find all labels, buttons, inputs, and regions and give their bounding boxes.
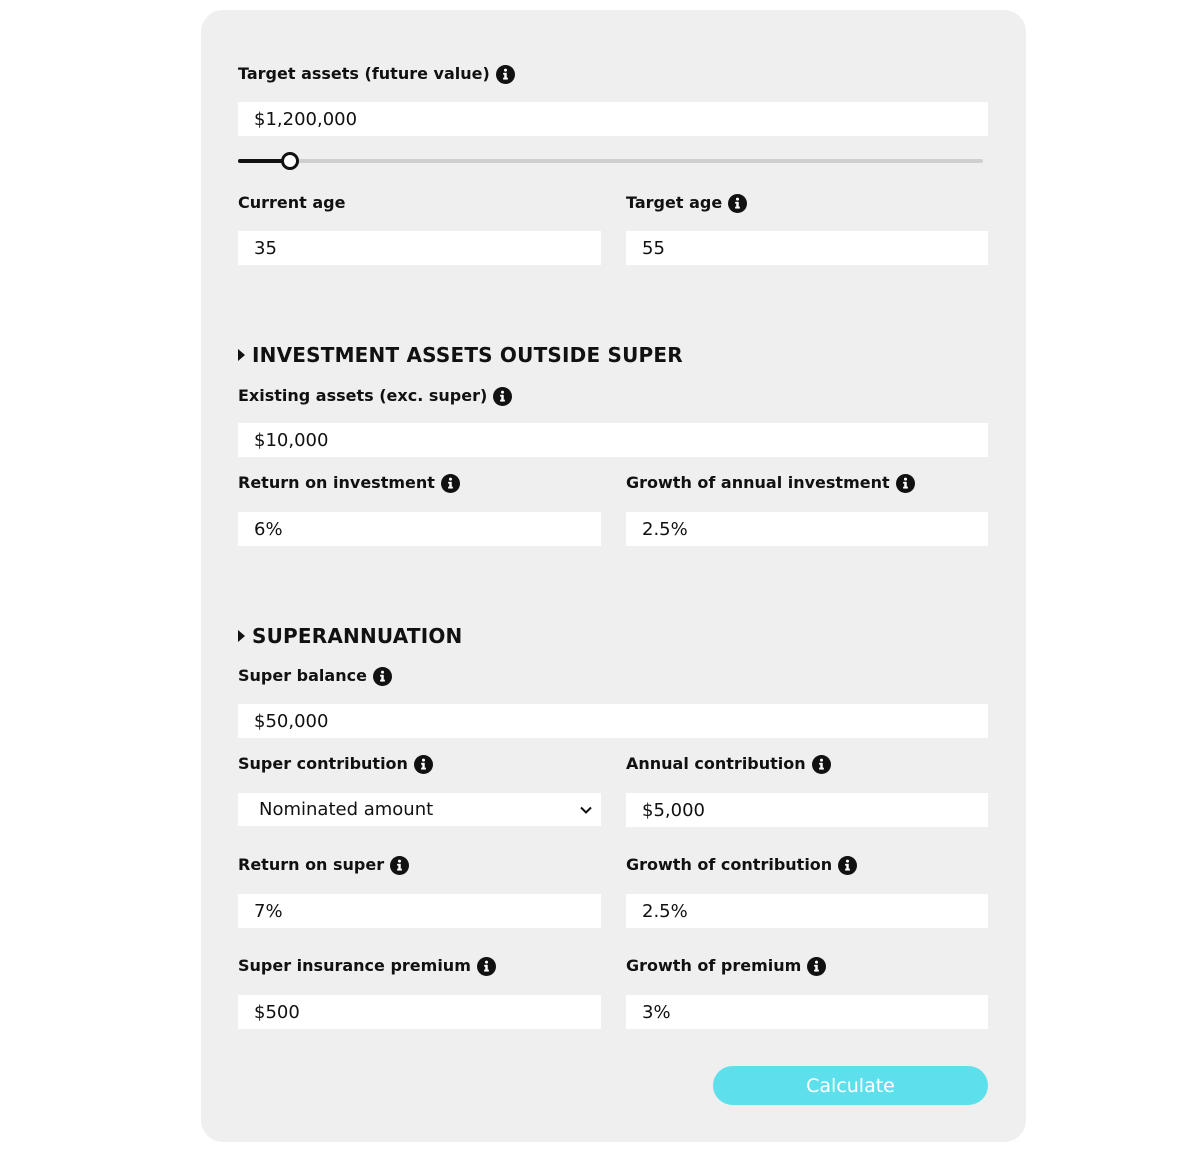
growth-annual-investment-label: Growth of annual investment: [626, 473, 915, 493]
growth-premium-label: Growth of premium: [626, 956, 826, 976]
info-icon[interactable]: [373, 667, 392, 686]
superannuation-section-toggle[interactable]: SUPERANNUATION: [238, 624, 463, 648]
current-age-input[interactable]: 35: [238, 231, 601, 265]
info-icon[interactable]: [390, 856, 409, 875]
investment-section-toggle[interactable]: INVESTMENT ASSETS OUTSIDE SUPER: [238, 343, 683, 367]
info-icon[interactable]: [493, 387, 512, 406]
growth-contribution-label: Growth of contribution: [626, 855, 857, 875]
return-on-investment-input[interactable]: 6%: [238, 512, 601, 546]
info-icon[interactable]: [441, 474, 460, 493]
target-assets-input[interactable]: $1,200,000: [238, 102, 988, 136]
annual-contribution-label: Annual contribution: [626, 754, 831, 774]
info-icon[interactable]: [728, 194, 747, 213]
super-balance-input[interactable]: $50,000: [238, 704, 988, 738]
current-age-label: Current age: [238, 193, 346, 212]
info-icon[interactable]: [838, 856, 857, 875]
target-age-label: Target age: [626, 193, 747, 213]
super-contribution-select[interactable]: Nominated amount: [238, 793, 601, 826]
growth-annual-investment-input[interactable]: 2.5%: [626, 512, 988, 546]
super-balance-label: Super balance: [238, 666, 392, 686]
caret-right-icon: [238, 630, 245, 642]
info-icon[interactable]: [414, 755, 433, 774]
super-contribution-label: Super contribution: [238, 754, 433, 774]
target-assets-label: Target assets (future value): [238, 64, 515, 84]
info-icon[interactable]: [477, 957, 496, 976]
info-icon[interactable]: [807, 957, 826, 976]
existing-assets-input[interactable]: $10,000: [238, 423, 988, 457]
annual-contribution-input[interactable]: $5,000: [626, 793, 988, 827]
info-icon[interactable]: [896, 474, 915, 493]
caret-right-icon: [238, 349, 245, 361]
target-assets-slider-track[interactable]: [238, 159, 983, 163]
info-icon[interactable]: [496, 65, 515, 84]
return-on-super-label: Return on super: [238, 855, 409, 875]
insurance-premium-input[interactable]: $500: [238, 995, 601, 1029]
return-on-super-input[interactable]: 7%: [238, 894, 601, 928]
target-assets-slider-thumb[interactable]: [281, 152, 299, 170]
calculate-button[interactable]: Calculate: [713, 1066, 988, 1105]
growth-premium-input[interactable]: 3%: [626, 995, 988, 1029]
info-icon[interactable]: [812, 755, 831, 774]
existing-assets-label: Existing assets (exc. super): [238, 386, 512, 406]
chevron-down-icon: [579, 803, 593, 817]
return-on-investment-label: Return on investment: [238, 473, 460, 493]
growth-contribution-input[interactable]: 2.5%: [626, 894, 988, 928]
insurance-premium-label: Super insurance premium: [238, 956, 496, 976]
target-age-input[interactable]: 55: [626, 231, 988, 265]
